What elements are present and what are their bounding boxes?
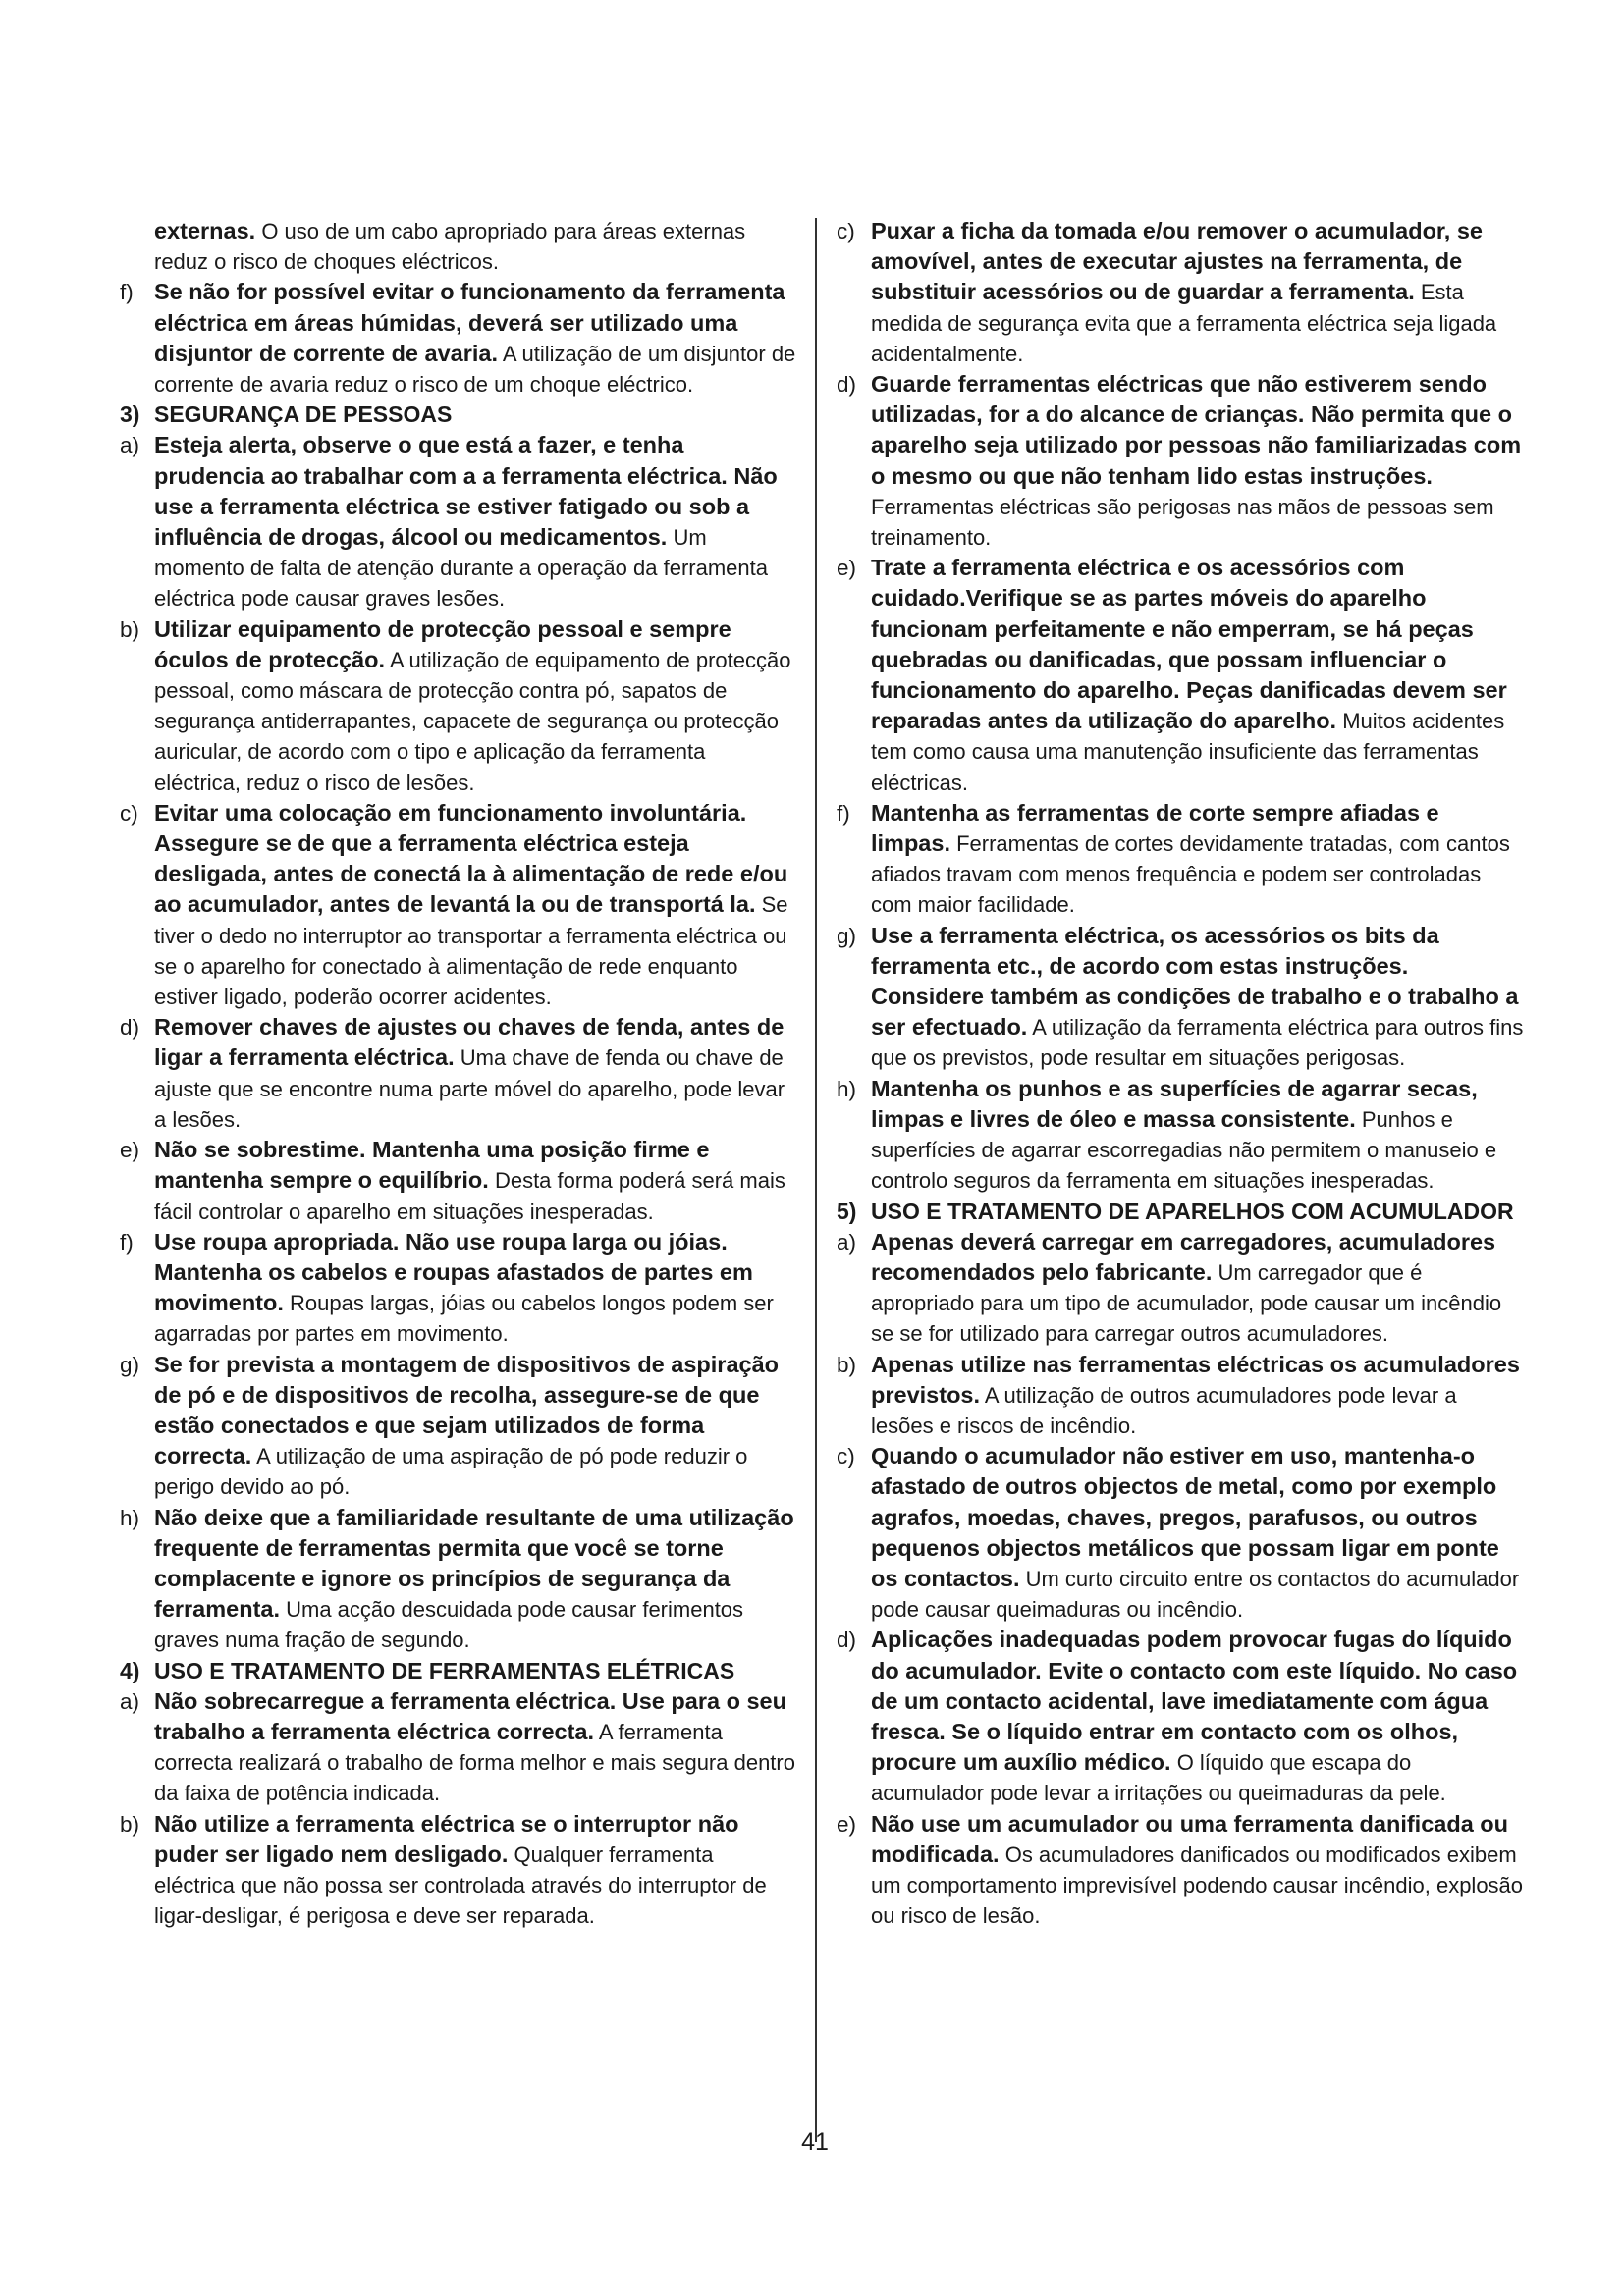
item-instruction: Puxar a ficha da tomada e/ou remover o acumulador, se amovível, antes de executar ajustes na ferramenta, de substituir acessórios ou de guardar a ferramenta.: [871, 218, 1483, 305]
continued-paragraph: [120, 216, 797, 277]
item-instruction: Quando o acumulador não estiver em uso, mantenha-o afastado de outros objectos de metal, como por exemplo agrafos, moedas, chaves, pregos, parafusos, ou outros pequenos objectos metálicos que possam ligar em ponte os contactos.: [871, 1443, 1499, 1591]
item-instruction: Evitar uma colocação em funcionamento involuntária. Assegure se de que a ferramenta eléctrica esteja desligada, antes de conectá la à alimentação de rede e/ou ao acumulador, antes de levantá la ou de transportá la.: [154, 799, 788, 918]
item-letter: h): [120, 1505, 140, 1530]
section-heading: [120, 400, 797, 430]
item-instruction: Não deixe que a familiaridade resultante de uma utilização frequente de ferramentas permita que você se torne complacente e ignore os princípios de segurança da ferramenta.: [154, 1504, 794, 1623]
item-explanation: Roupas largas, jóias ou cabelos longos podem ser agarradas por partes em movimento.: [154, 1291, 774, 1347]
item-explanation: O uso de um cabo apropriado para áreas externas reduz o risco de choques eléctricos.: [154, 219, 746, 275]
item-letter: a): [120, 1688, 140, 1714]
page-number: 41: [801, 2128, 829, 2156]
list-item: [837, 1809, 1524, 1932]
item-explanation: Ferramentas de cortes devidamente tratadas, com cantos afiados travam com menos frequência e podem ser controladas com maior facilidade.: [871, 831, 1510, 918]
item-instruction: Se for prevista a montagem de dispositivos de aspiração de pó e de dispositivos de recolha, assegure-se de que estão conectados e que sejam utilizados de forma correcta.: [154, 1351, 780, 1469]
item-instruction: Aplicações inadequadas podem provocar fugas do líquido do acumulador. Evite o contacto com este líquido. No caso de um contacto acidental, lave imediatamente com água fresca. Se o líquido entrar em contacto com os olhos, procure um auxílio médico.: [871, 1627, 1518, 1776]
item-instruction: Guarde ferramentas eléctricas que não estiverem sendo utilizadas, for a do alcance de crianças. Não permita que o aparelho seja utilizado por pessoas não familiarizadas com o mesmo ou que não tenham lido estas instruções.: [871, 371, 1522, 489]
list-item: [837, 1074, 1524, 1197]
item-letter: c): [120, 800, 138, 826]
item-instruction: Não use um acumulador ou uma ferramenta danificada ou modificada.: [871, 1810, 1509, 1867]
item-letter: b): [120, 1811, 140, 1837]
list-item: [837, 1227, 1524, 1350]
item-instruction: Apenas utilize nas ferramentas eléctricas os acumuladores previstos.: [871, 1351, 1520, 1408]
item-instruction: Mantenha os punhos e as superfícies de agarrar secas, limpas e livres de óleo e massa consistente.: [871, 1075, 1478, 1132]
item-letter: e): [837, 1811, 857, 1837]
item-letter: d): [837, 372, 857, 398]
item-letter: b): [120, 616, 140, 642]
item-instruction: Use a ferramenta eléctrica, os acessórios os bits da ferramenta etc., de acordo com estas instruções. Considere também as condições de trabalho e o trabalho a ser efectuado.: [871, 922, 1519, 1041]
item-explanation: Qualquer ferramenta eléctrica que não possa ser controlada através do interruptor de ligar-desligar, é perigosa e deve ser reparada.: [154, 1842, 767, 1929]
item-instruction: Utilizar equipamento de protecção pessoal e sempre óculos de protecção.: [154, 615, 731, 672]
column-divider: [815, 218, 817, 2142]
item-letter: a): [837, 1229, 857, 1255]
list-item: [837, 1625, 1524, 1808]
list-item: [120, 1227, 797, 1350]
list-item: [120, 277, 797, 400]
list-item: [837, 1441, 1524, 1625]
right-column: [837, 216, 1524, 1931]
list-item: [120, 430, 797, 614]
item-letter: g): [837, 923, 857, 948]
item-instruction: Esteja alerta, observe o que está a fazer, e tenha prudencia ao trabalhar com a a ferramenta eléctrica. Não use a ferramenta eléctrica se estiver fatigado ou sob a influência de drogas, álcool ou medicamentos.: [154, 432, 778, 551]
item-letter: c): [837, 1444, 855, 1469]
list-item: [120, 798, 797, 1012]
item-explanation: Uma chave de fenda ou chave de ajuste que se encontre numa parte móvel do aparelho, pode levar a lesões.: [154, 1045, 785, 1132]
item-explanation: A utilização de outros acumuladores pode levar a lesões e riscos de incêndio.: [871, 1382, 1457, 1438]
item-explanation: O líquido que escapa do acumulador pode levar a irritações ou queimaduras da pele.: [871, 1750, 1446, 1806]
item-explanation: Um curto circuito entre os contactos do acumulador pode causar queimaduras ou incêndio.: [871, 1566, 1520, 1623]
item-instruction: externas.: [154, 218, 256, 243]
item-letter: f): [120, 1229, 134, 1255]
item-instruction: Mantenha as ferramentas de corte sempre afiadas e limpas.: [871, 799, 1439, 857]
section-heading: [120, 1656, 797, 1686]
list-item: [837, 921, 1524, 1074]
section-title: USO E TRATAMENTO DE APARELHOS COM ACUMULADOR: [871, 1198, 1514, 1224]
item-explanation: A utilização da ferramenta eléctrica para outros fins que os previstos, pode resultar em situações perigosas.: [871, 1015, 1524, 1071]
item-explanation: A utilização de um disjuntor de corrente de avaria reduz o risco de um choque eléctrico.: [154, 341, 796, 398]
item-instruction: Se não for possível evitar o funcionamento da ferramenta eléctrica em áreas húmidas, deverá ser utilizado uma disjuntor de corrente de avaria.: [154, 279, 785, 366]
list-item: [837, 1350, 1524, 1442]
list-item: [120, 1809, 797, 1932]
item-explanation: Se tiver o dedo no interruptor ao transportar a ferramenta eléctrica ou se o aparelho for conectado à alimentação de rede enquanto estiver ligado, poderão ocorrer acidentes.: [154, 892, 788, 1010]
item-letter: e): [120, 1138, 140, 1163]
item-instruction: Não sobrecarregue a ferramenta eléctrica. Use para o seu trabalho a ferramenta eléctrica correcta.: [154, 1687, 786, 1744]
section-heading: [837, 1197, 1524, 1227]
item-instruction: Não se sobrestime. Mantenha uma posição firme e mantenha sempre o equilíbrio.: [154, 1137, 710, 1194]
list-item: [837, 216, 1524, 369]
item-letter: d): [837, 1628, 857, 1653]
item-explanation: Uma acção descuidada pode causar ferimentos graves numa fração de segundo.: [154, 1597, 744, 1653]
section-number: 4): [120, 1657, 140, 1683]
item-explanation: A ferramenta correcta realizará o trabalho de forma melhor e mais segura dentro da faixa de potência indicada.: [154, 1719, 795, 1806]
item-letter: f): [837, 800, 850, 826]
item-instruction: Use roupa apropriada. Não use roupa larga ou jóias. Mantenha os cabelos e roupas afastados de partes em movimento.: [154, 1228, 753, 1316]
list-item: [120, 1503, 797, 1656]
item-explanation: Um momento de falta de atenção durante a operação da ferramenta eléctrica pode causar graves lesões.: [154, 525, 768, 612]
list-item: [120, 1012, 797, 1135]
item-explanation: Punhos e superfícies de agarrar escorregadias não permitem o manuseio e controlo seguros da ferramenta em situações inesperadas.: [871, 1106, 1497, 1194]
item-letter: d): [120, 1015, 140, 1041]
section-title: SEGURANÇA DE PESSOAS: [154, 401, 453, 428]
item-instruction: Apenas deverá carregar em carregadores, acumuladores recomendados pelo fabricante.: [871, 1228, 1496, 1285]
item-explanation: A utilização de equipamento de protecção pessoal, como máscara de protecção contra pó, sapatos de segurança antiderrapantes, capacete de segurança ou protecção auricular, de acordo com o tipo e aplicação da ferramenta eléctrica, reduz o risco de lesões.: [154, 647, 791, 795]
list-item: [120, 614, 797, 798]
item-letter: h): [837, 1076, 857, 1101]
item-letter: g): [120, 1352, 140, 1377]
list-item: [120, 1686, 797, 1809]
list-item: [120, 1350, 797, 1503]
item-instruction: Não utilize a ferramenta eléctrica se o interruptor não puder ser ligado nem desligado.: [154, 1810, 739, 1867]
item-explanation: Um carregador que é apropriado para um tipo de acumulador, pode causar um incêndio se se for utilizado para carregar outros acumuladores.: [871, 1259, 1502, 1347]
list-item: [837, 798, 1524, 921]
item-explanation: Os acumuladores danificados ou modificados exibem um comportamento imprevisível podendo causar incêndio, explosão ou risco de lesão.: [871, 1842, 1524, 1929]
item-explanation: Desta forma poderá será mais fácil controlar o aparelho em situações inesperadas.: [154, 1168, 785, 1224]
section-number: 3): [120, 401, 140, 428]
list-item: [120, 1135, 797, 1227]
item-explanation: Esta medida de segurança evita que a ferramenta eléctrica seja ligada acidentalmente.: [871, 280, 1497, 366]
item-letter: c): [837, 219, 855, 243]
item-instruction: Remover chaves de ajustes ou chaves de fenda, antes de ligar a ferramenta eléctrica.: [154, 1014, 785, 1071]
item-explanation: Ferramentas eléctricas são perigosas nas mãos de pessoas sem treinamento.: [871, 494, 1494, 551]
section-number: 5): [837, 1198, 857, 1224]
item-letter: f): [120, 280, 134, 305]
list-item: [837, 553, 1524, 798]
list-item: [837, 369, 1524, 553]
item-letter: a): [120, 433, 140, 458]
item-letter: b): [837, 1352, 857, 1377]
item-explanation: Muitos acidentes tem como causa uma manutenção insuficiente das ferramentas eléctricas.: [871, 709, 1505, 795]
section-title: USO E TRATAMENTO DE FERRAMENTAS ELÉTRICAS: [154, 1657, 735, 1683]
item-letter: e): [837, 556, 857, 581]
left-column: [120, 216, 797, 1931]
item-explanation: A utilização de uma aspiração de pó pode reduzir o perigo devido ao pó.: [154, 1444, 748, 1500]
item-instruction: Trate a ferramenta eléctrica e os acessórios com cuidado.Verifique se as partes móveis do aparelho funcionam perfeitamente e não emperram, se há peças quebradas ou danificadas, que possam influenciar o funcionamento do aparelho. Peças danificadas devem ser reparadas antes da utilização do aparelho.: [871, 555, 1507, 734]
